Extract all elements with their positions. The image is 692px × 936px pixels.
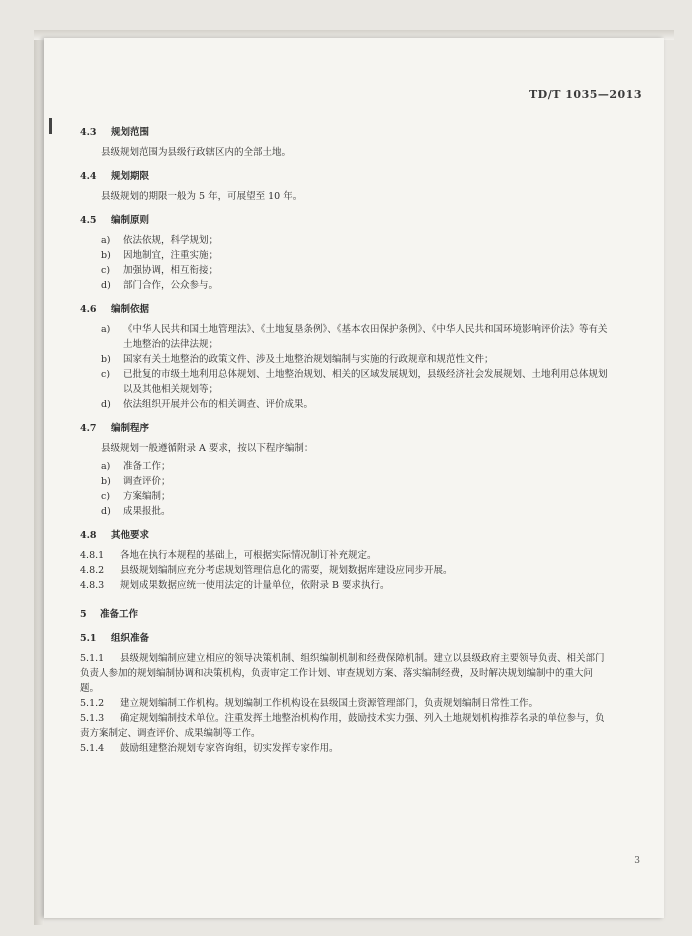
section-heading-4-5: 4.5 编制原则 <box>80 215 150 226</box>
list-item: b) 调查评价； <box>101 476 171 487</box>
section-heading-4-4: 4.4 规划期限 <box>80 171 150 182</box>
list-item: a) 准备工作； <box>101 461 171 472</box>
page-left-edge <box>34 30 44 925</box>
section-heading-4-7: 4.7 编制程序 <box>80 423 150 434</box>
list-item: b) 因地制宜，注重实施； <box>101 250 219 261</box>
clause: 5.1.4 鼓励组建整治规划专家咨询组，切实发挥专家作用。 <box>80 743 339 754</box>
list-item: d) 成果报批。 <box>101 506 171 517</box>
list <box>80 322 610 412</box>
list-item: b) 国家有关土地整治的政策文件、涉及土地整治规划编制与实施的行政规章和规范性文件； <box>101 354 494 365</box>
list-item: d) 依法组织开展并公布的相关调查、评价成果。 <box>101 399 314 410</box>
list-item: c) 加强协调，相互衔接； <box>101 265 219 276</box>
section-heading-4-6: 4.6 编制依据 <box>80 304 150 315</box>
paragraph: 县级规划一般遵循附录 A 要求，按以下程序编制： <box>101 443 314 454</box>
page-number: 3 <box>634 856 640 866</box>
section-heading-5-1: 5.1 组织准备 <box>80 633 150 644</box>
standard-code: TD/T 1035—2013 <box>529 88 642 101</box>
paragraph: 县级规划范围为县级行政辖区内的全部土地。 <box>101 147 292 158</box>
binding-mark <box>49 118 52 134</box>
section-heading-4-3: 4.3 规划范围 <box>80 127 150 138</box>
list <box>80 459 610 519</box>
list-item: c) 方案编制； <box>101 491 171 502</box>
list-item: a) 依法依规，科学规划； <box>101 235 219 246</box>
clause: 5.1.2 建立规划编制工作机构。规划编制工作机构设在县级国土资源管理部门，负责规划编制日常性工作。 <box>80 698 539 709</box>
document-body <box>80 116 610 756</box>
list <box>80 233 610 293</box>
clause: 4.8.3 规划成果数据应统一使用法定的计量单位，依附录 B 要求执行。 <box>80 580 390 591</box>
clause: 4.8.1 各地在执行本规程的基础上，可根据实际情况制订补充规定。 <box>80 550 377 561</box>
clause: 5.1.1 县级规划编制应建立相应的领导决策机制、组织编制机制和经费保障机制。建立以县级政府主要领导负责、相关部门负责人参加的规划编制协调和决策机构，负责审定工作计划、审查规划方案、落实编制经费，及时解决规划编制中的重大问题。 <box>80 653 605 694</box>
list-item: a) 《中华人民共和国土地管理法》、《土地复垦条例》、《基本农田保护条例》、《中华人民共和国环境影响评价法》等有关土地整治的法律法规； <box>101 324 608 350</box>
chapter-heading-5: 5 准备工作 <box>80 609 139 620</box>
paragraph: 县级规划的期限一般为 5 年，可展望至 10 年。 <box>101 191 303 202</box>
list-item: d) 部门合作，公众参与。 <box>101 280 219 291</box>
clause: 5.1.3 确定规划编制技术单位。注重发挥土地整治机构作用，鼓励技术实力强、列入土地规划机构推荐名录的单位参与，负责方案制定、调查评价、成果编制等工作。 <box>80 713 605 739</box>
list-item: c) 已批复的市级土地利用总体规划、土地整治规划、相关的区域发展规划，县级经济社会发展规划、土地利用总体规划以及其他相关规划等； <box>101 369 608 395</box>
clause: 4.8.2 县级规划编制应充分考虑规划管理信息化的需要，规划数据库建设应同步开展。 <box>80 565 453 576</box>
section-heading-4-8: 4.8 其他要求 <box>80 530 150 541</box>
